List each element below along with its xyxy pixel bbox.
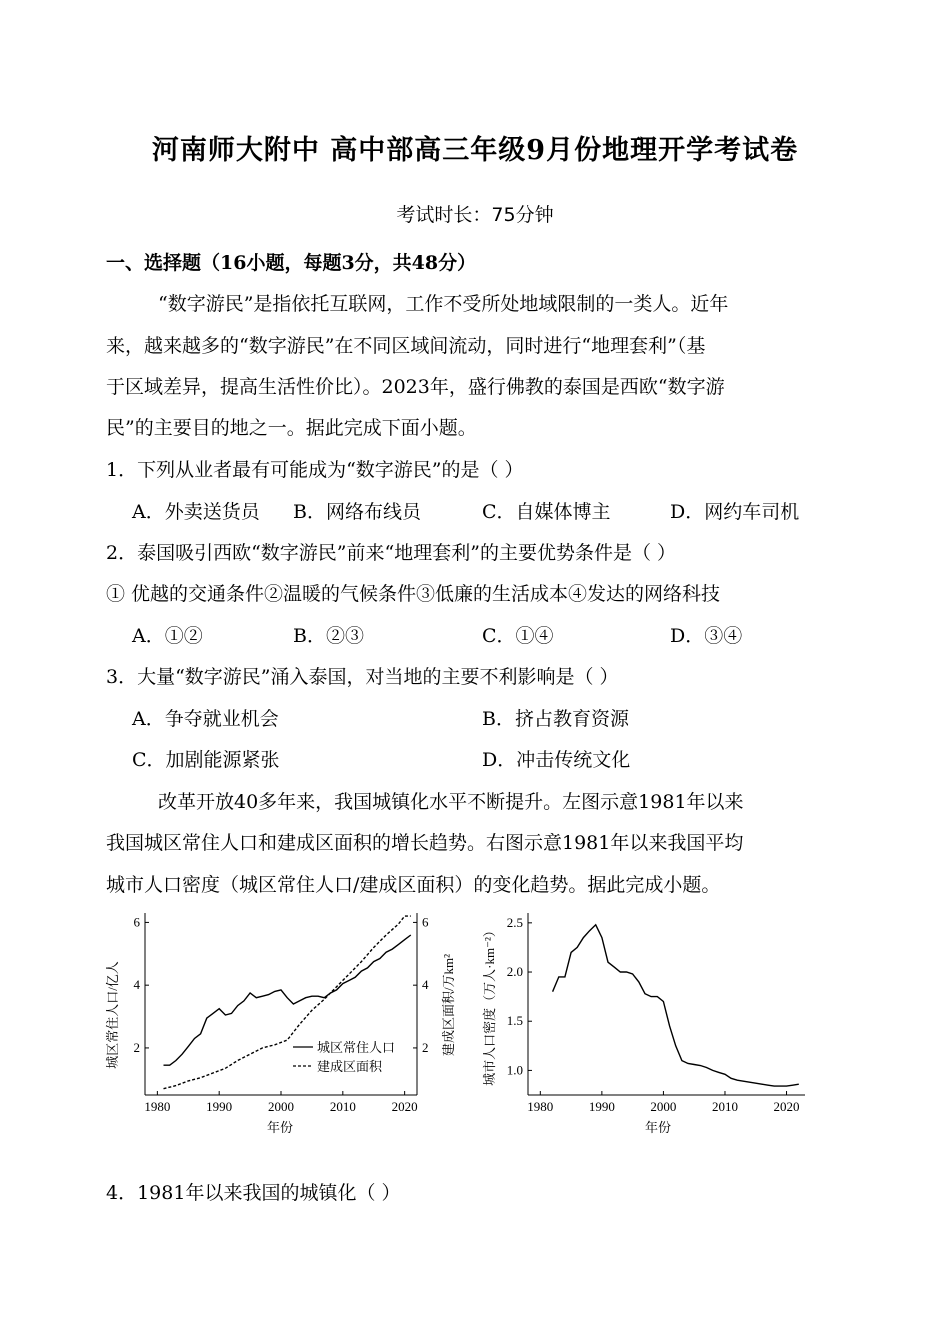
x-tick-label: 1980 (527, 1099, 554, 1114)
left-y2-axis-label: 建成区面积/万km² (441, 953, 456, 1057)
section-heading: 一、选择题（16小题，每题3分，共48分） (106, 252, 477, 274)
x-tick-label: 1990 (588, 1099, 615, 1114)
right-x-axis-label: 年份 (644, 1120, 672, 1135)
question-4-stem: 4．1981年以来我国的城镇化（ ） (106, 1182, 401, 1204)
passage1-line-4: 民”的主要目的地之一。据此完成下面小题。 (106, 417, 477, 439)
legend-label-population: 城区常住人口 (317, 1040, 396, 1055)
y-tick-label: 1.5 (506, 1013, 523, 1029)
series-line-0 (553, 925, 799, 1086)
x-tick-label: 2020 (391, 1099, 418, 1114)
question-2-conditions: ① 优越的交通条件②温暖的气候条件③低廉的生活成本④发达的网络科技 (106, 583, 721, 605)
question-3-stem: 3．大量“数字游民”涌入泰国，对当地的主要不利影响是（ ） (106, 666, 619, 688)
y2-tick-label: 2 (422, 1039, 429, 1055)
q3-option-b[interactable]: B．挤占教育资源 (482, 708, 629, 730)
right-chart (480, 905, 820, 1145)
q3-option-d[interactable]: D．冲击传统文化 (482, 749, 631, 771)
q1-option-a[interactable]: A．外卖送货员 (132, 501, 260, 523)
passage1-line-1: “数字游民”是指依托互联网，工作不受所处地域限制的一类人。近年 (158, 293, 729, 315)
y-tick-label: 1.0 (506, 1062, 523, 1078)
passage2-line-2: 我国城区常住人口和建成区面积的增长趋势。右图示意1981年以来我国平均 (106, 832, 744, 854)
passage2-line-3: 城市人口密度（城区常住人口/建成区面积）的变化趋势。据此完成小题。 (106, 874, 721, 896)
y-tick-label: 6 (133, 914, 140, 930)
x-tick-label: 2020 (773, 1099, 800, 1114)
x-tick-label: 2000 (650, 1099, 677, 1114)
left-chart (95, 905, 465, 1145)
q3-option-a[interactable]: A．争夺就业机会 (132, 708, 279, 730)
y-tick-label: 4 (133, 977, 140, 993)
exam-duration: 考试时长：75分钟 (396, 204, 554, 226)
x-tick-label: 1990 (206, 1099, 233, 1114)
passage1-line-3: 于区域差异，提高生活性价比）。2023年，盛行佛教的泰国是西欧“数字游 (106, 376, 725, 398)
q1-option-b[interactable]: B．网络布线员 (293, 501, 421, 523)
q1-option-c[interactable]: C．自媒体博主 (482, 501, 611, 523)
x-tick-label: 1980 (144, 1099, 171, 1114)
y2-tick-label: 6 (422, 914, 429, 930)
q3-option-c[interactable]: C．加剧能源紧张 (132, 749, 280, 771)
left-x-axis-label: 年份 (266, 1120, 294, 1135)
passage2-line-1: 改革开放40多年来，我国城镇化水平不断提升。左图示意1981年以来 (158, 791, 744, 813)
q1-option-d[interactable]: D．网约车司机 (670, 501, 800, 523)
x-tick-label: 2000 (268, 1099, 294, 1114)
left-y-axis-label: 城区常住人口/亿人 (105, 961, 120, 1069)
y-tick-label: 2.5 (506, 914, 523, 930)
right-y-axis-label: 城市人口密度（万人·km⁻²） (482, 924, 497, 1086)
y-tick-label: 2.0 (506, 964, 523, 980)
q2-option-b[interactable]: B．②③ (293, 625, 364, 647)
legend-label-area: 建成区面积 (317, 1059, 383, 1074)
passage1-line-2: 来，越来越多的“数字游民”在不同区域间流动，同时进行“地理套利”（基 (106, 335, 706, 357)
y2-tick-label: 4 (422, 977, 429, 993)
q2-option-d[interactable]: D．③④ (670, 625, 743, 647)
exam-title: 河南师大附中 高中部高三年级9月份地理开学考试卷 (151, 135, 799, 166)
question-1-stem: 1．下列从业者最有可能成为“数字游民”的是（ ） (106, 459, 524, 481)
q2-option-c[interactable]: C．①④ (482, 625, 554, 647)
x-tick-label: 2010 (329, 1099, 356, 1114)
x-tick-label: 2010 (711, 1099, 738, 1114)
question-2-stem: 2．泰国吸引西欧“数字游民”前来“地理套利”的主要优势条件是（ ） (106, 542, 676, 564)
y-tick-label: 2 (133, 1039, 140, 1055)
q2-option-a[interactable]: A．①② (132, 625, 203, 647)
